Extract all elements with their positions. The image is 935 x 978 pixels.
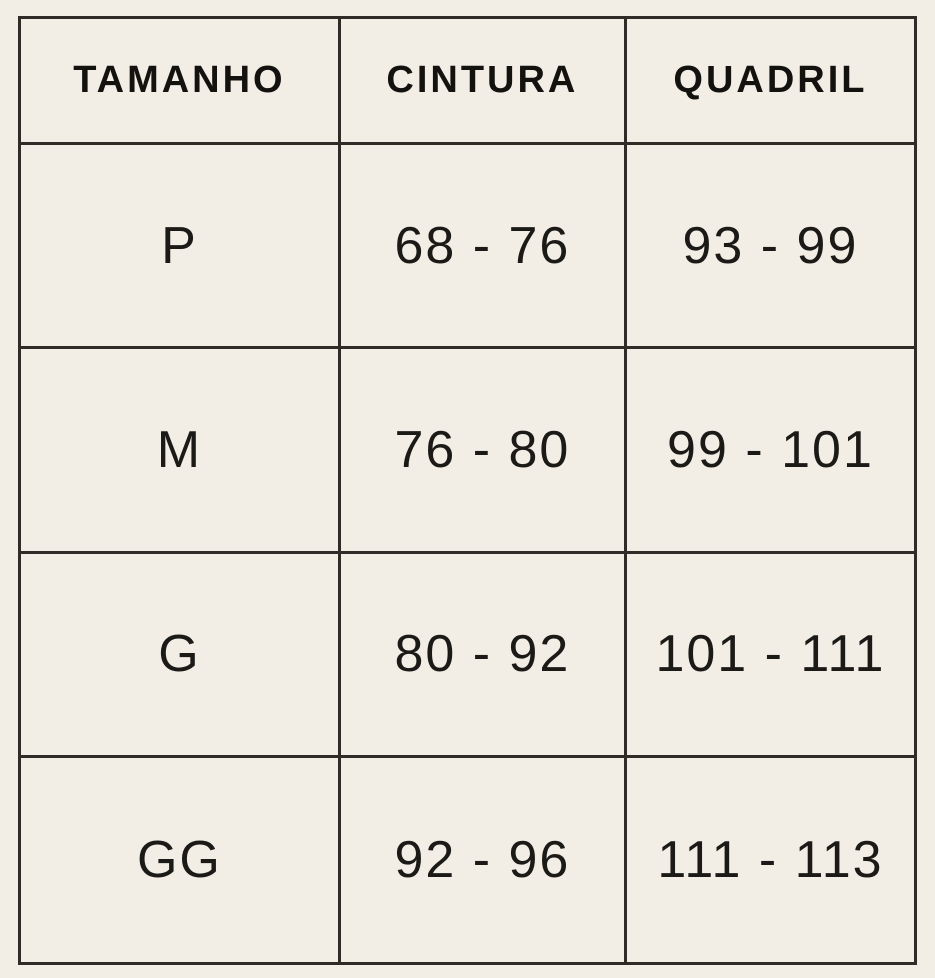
size-chart-table [18, 16, 917, 965]
waist-cell-g: 80 - 92 [341, 554, 627, 758]
waist-cell-p: 68 - 76 [341, 145, 627, 349]
column-header-quadril: QUADRIL [627, 19, 914, 145]
waist-cell-m: 76 - 80 [341, 349, 627, 553]
column-header-cintura: CINTURA [341, 19, 627, 145]
hip-cell-gg: 111 - 113 [657, 830, 884, 889]
column-header-tamanho: TAMANHO [21, 19, 341, 145]
hip-cell-p: 93 - 99 [627, 145, 914, 349]
waist-cell-gg: 92 - 96 [341, 758, 627, 962]
size-cell-g: G [21, 554, 341, 758]
size-cell-m: M [21, 349, 341, 553]
size-cell-p: P [21, 145, 341, 349]
hip-cell-g: 101 - 111 [627, 554, 914, 758]
hip-cell-m: 99 - 101 [627, 349, 914, 553]
size-cell-gg: GG [21, 758, 341, 962]
